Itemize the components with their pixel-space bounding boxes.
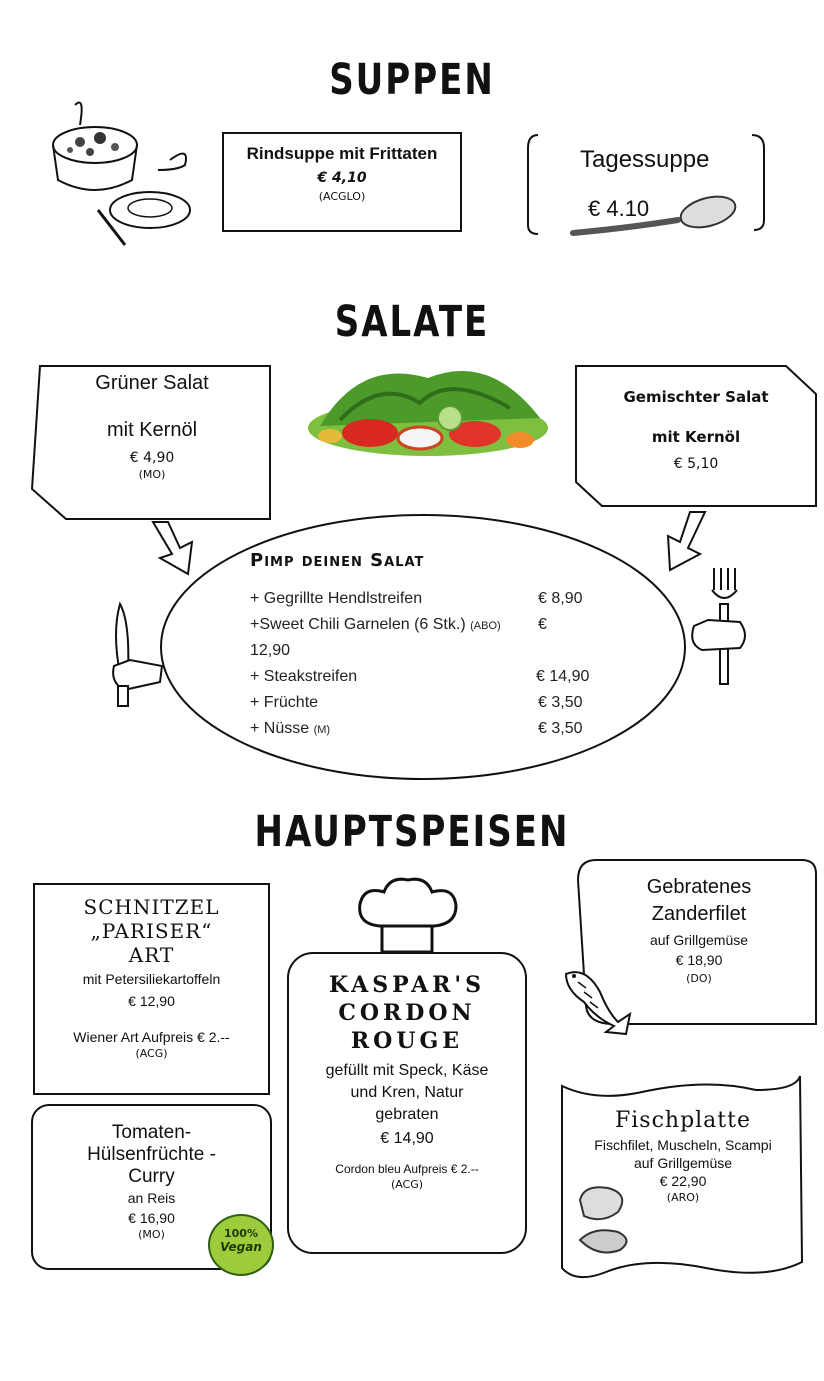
curry-title: Curry bbox=[128, 1166, 175, 1187]
pimp-item-allergens: (M) bbox=[313, 724, 331, 736]
zander-title: Gebratenes bbox=[646, 876, 752, 898]
cordon-title: ROUGE bbox=[350, 1028, 464, 1054]
curry-title: Tomaten- bbox=[111, 1122, 192, 1143]
cordon-title: CORDON bbox=[338, 1000, 476, 1026]
pimp-salat-title: Pimp deinen Salat bbox=[250, 550, 425, 571]
rindsuppe-name: Rindsuppe mit Frittaten bbox=[246, 144, 438, 163]
gruener-salat-price: € 4,90 bbox=[129, 450, 175, 466]
gemischter-salat-sub: mit Kernöl bbox=[651, 428, 741, 446]
pimp-item-price: € bbox=[538, 616, 547, 633]
tagessuppe-price: € 4.10 bbox=[588, 196, 650, 221]
gruener-salat-card bbox=[32, 372, 272, 481]
cordon-card bbox=[287, 952, 527, 1254]
schnitzel-side: mit Petersiliekartoffeln bbox=[82, 971, 221, 987]
schnitzel-title: SCHNITZEL bbox=[83, 895, 220, 919]
pimp-item-price: € 3,50 bbox=[538, 694, 583, 711]
fischplatte-title: Fischplatte bbox=[614, 1108, 752, 1133]
tagessuppe-name: Tagessuppe bbox=[580, 146, 710, 173]
schnitzel-title: ART bbox=[128, 943, 175, 967]
gemischter-salat-card bbox=[576, 388, 816, 472]
schnitzel-price: € 12,90 bbox=[128, 993, 175, 1009]
pimp-item-text: +Sweet Chili Garnelen (6 Stk.) bbox=[250, 616, 466, 633]
pimp-item-text: + Nüsse bbox=[250, 720, 310, 737]
mussel-icon bbox=[574, 1180, 634, 1256]
gruener-salat-name: Grüner Salat bbox=[95, 372, 209, 394]
curry-price: € 16,90 bbox=[128, 1210, 175, 1226]
pimp-item-price: € 3,50 bbox=[538, 720, 583, 737]
gemischter-salat-price: € 5,10 bbox=[673, 456, 719, 472]
schnitzel-title: „PARISER“ bbox=[90, 919, 213, 943]
schnitzel-allergens: (ACG) bbox=[135, 1047, 168, 1060]
gruener-salat-sub: mit Kernöl bbox=[106, 419, 198, 441]
gruener-salat-allergens: (MO) bbox=[138, 468, 166, 481]
fischplatte-desc: Fischfilet, Muscheln, Scampi bbox=[594, 1137, 772, 1153]
fish-icon bbox=[556, 962, 636, 1042]
pimp-item-label: + Früchte bbox=[250, 694, 319, 711]
pimp-item-allergens: (ABO) bbox=[470, 620, 501, 632]
salad-bowl-image bbox=[300, 348, 555, 463]
spoon-icon bbox=[568, 188, 748, 248]
curry-side: an Reis bbox=[127, 1190, 176, 1206]
schnitzel-card bbox=[33, 883, 270, 1095]
cordon-desc: gebraten bbox=[375, 1106, 439, 1123]
soup-pot-icon bbox=[40, 100, 200, 250]
fischplatte-side: auf Grillgemüse bbox=[633, 1155, 733, 1171]
rindsuppe-price: € 4,10 bbox=[317, 170, 367, 186]
pimp-item-price: € 14,90 bbox=[536, 668, 590, 685]
schnitzel-extra: Wiener Art Aufpreis € 2.-- bbox=[73, 1029, 230, 1045]
chef-hat-icon bbox=[352, 876, 462, 956]
rindsuppe-allergens: (ACGLO) bbox=[318, 190, 366, 203]
pimp-item-label bbox=[250, 616, 501, 634]
pimp-item-label: 12,90 bbox=[250, 642, 291, 659]
zander-side: auf Grillgemüse bbox=[649, 932, 749, 948]
pimp-item-label: + Gegrillte Hendlstreifen bbox=[250, 590, 423, 607]
vegan-badge-label: Vegan bbox=[220, 1240, 262, 1254]
cordon-price: € 14,90 bbox=[380, 1130, 434, 1147]
pimp-item-label bbox=[250, 720, 330, 738]
gemischter-salat-name: Gemischter Salat bbox=[623, 388, 769, 406]
zander-price: € 18,90 bbox=[675, 952, 723, 968]
pimp-item-label: + Steakstreifen bbox=[250, 668, 358, 685]
curry-title: Hülsenfrüchte - bbox=[87, 1144, 216, 1165]
pimp-item-price: € 8,90 bbox=[538, 590, 583, 607]
zander-title: Zanderfilet bbox=[651, 903, 747, 925]
suppen-heading: SUPPEN bbox=[329, 55, 495, 105]
zander-allergens: (DO) bbox=[686, 972, 712, 985]
curry-allergens: (MO) bbox=[138, 1228, 165, 1241]
vegan-badge-percent: 100% bbox=[224, 1227, 258, 1240]
fischplatte-price: € 22,90 bbox=[659, 1173, 707, 1189]
cordon-allergens: (ACG) bbox=[390, 1178, 424, 1191]
hauptspeisen-heading: HAUPTSPEISEN bbox=[254, 807, 570, 857]
salate-heading: SALATE bbox=[334, 297, 490, 347]
cordon-desc: und Kren, Natur bbox=[350, 1084, 464, 1101]
vegan-badge bbox=[208, 1214, 274, 1276]
cordon-desc: gefüllt mit Speck, Käse bbox=[325, 1062, 489, 1079]
fork-hand-icon bbox=[684, 566, 754, 686]
rindsuppe-card bbox=[222, 132, 462, 232]
cordon-title: KASPAR'S bbox=[328, 972, 486, 998]
cordon-extra: Cordon bleu Aufpreis € 2.-- bbox=[335, 1162, 479, 1176]
fischplatte-allergens: (ARO) bbox=[666, 1191, 700, 1204]
